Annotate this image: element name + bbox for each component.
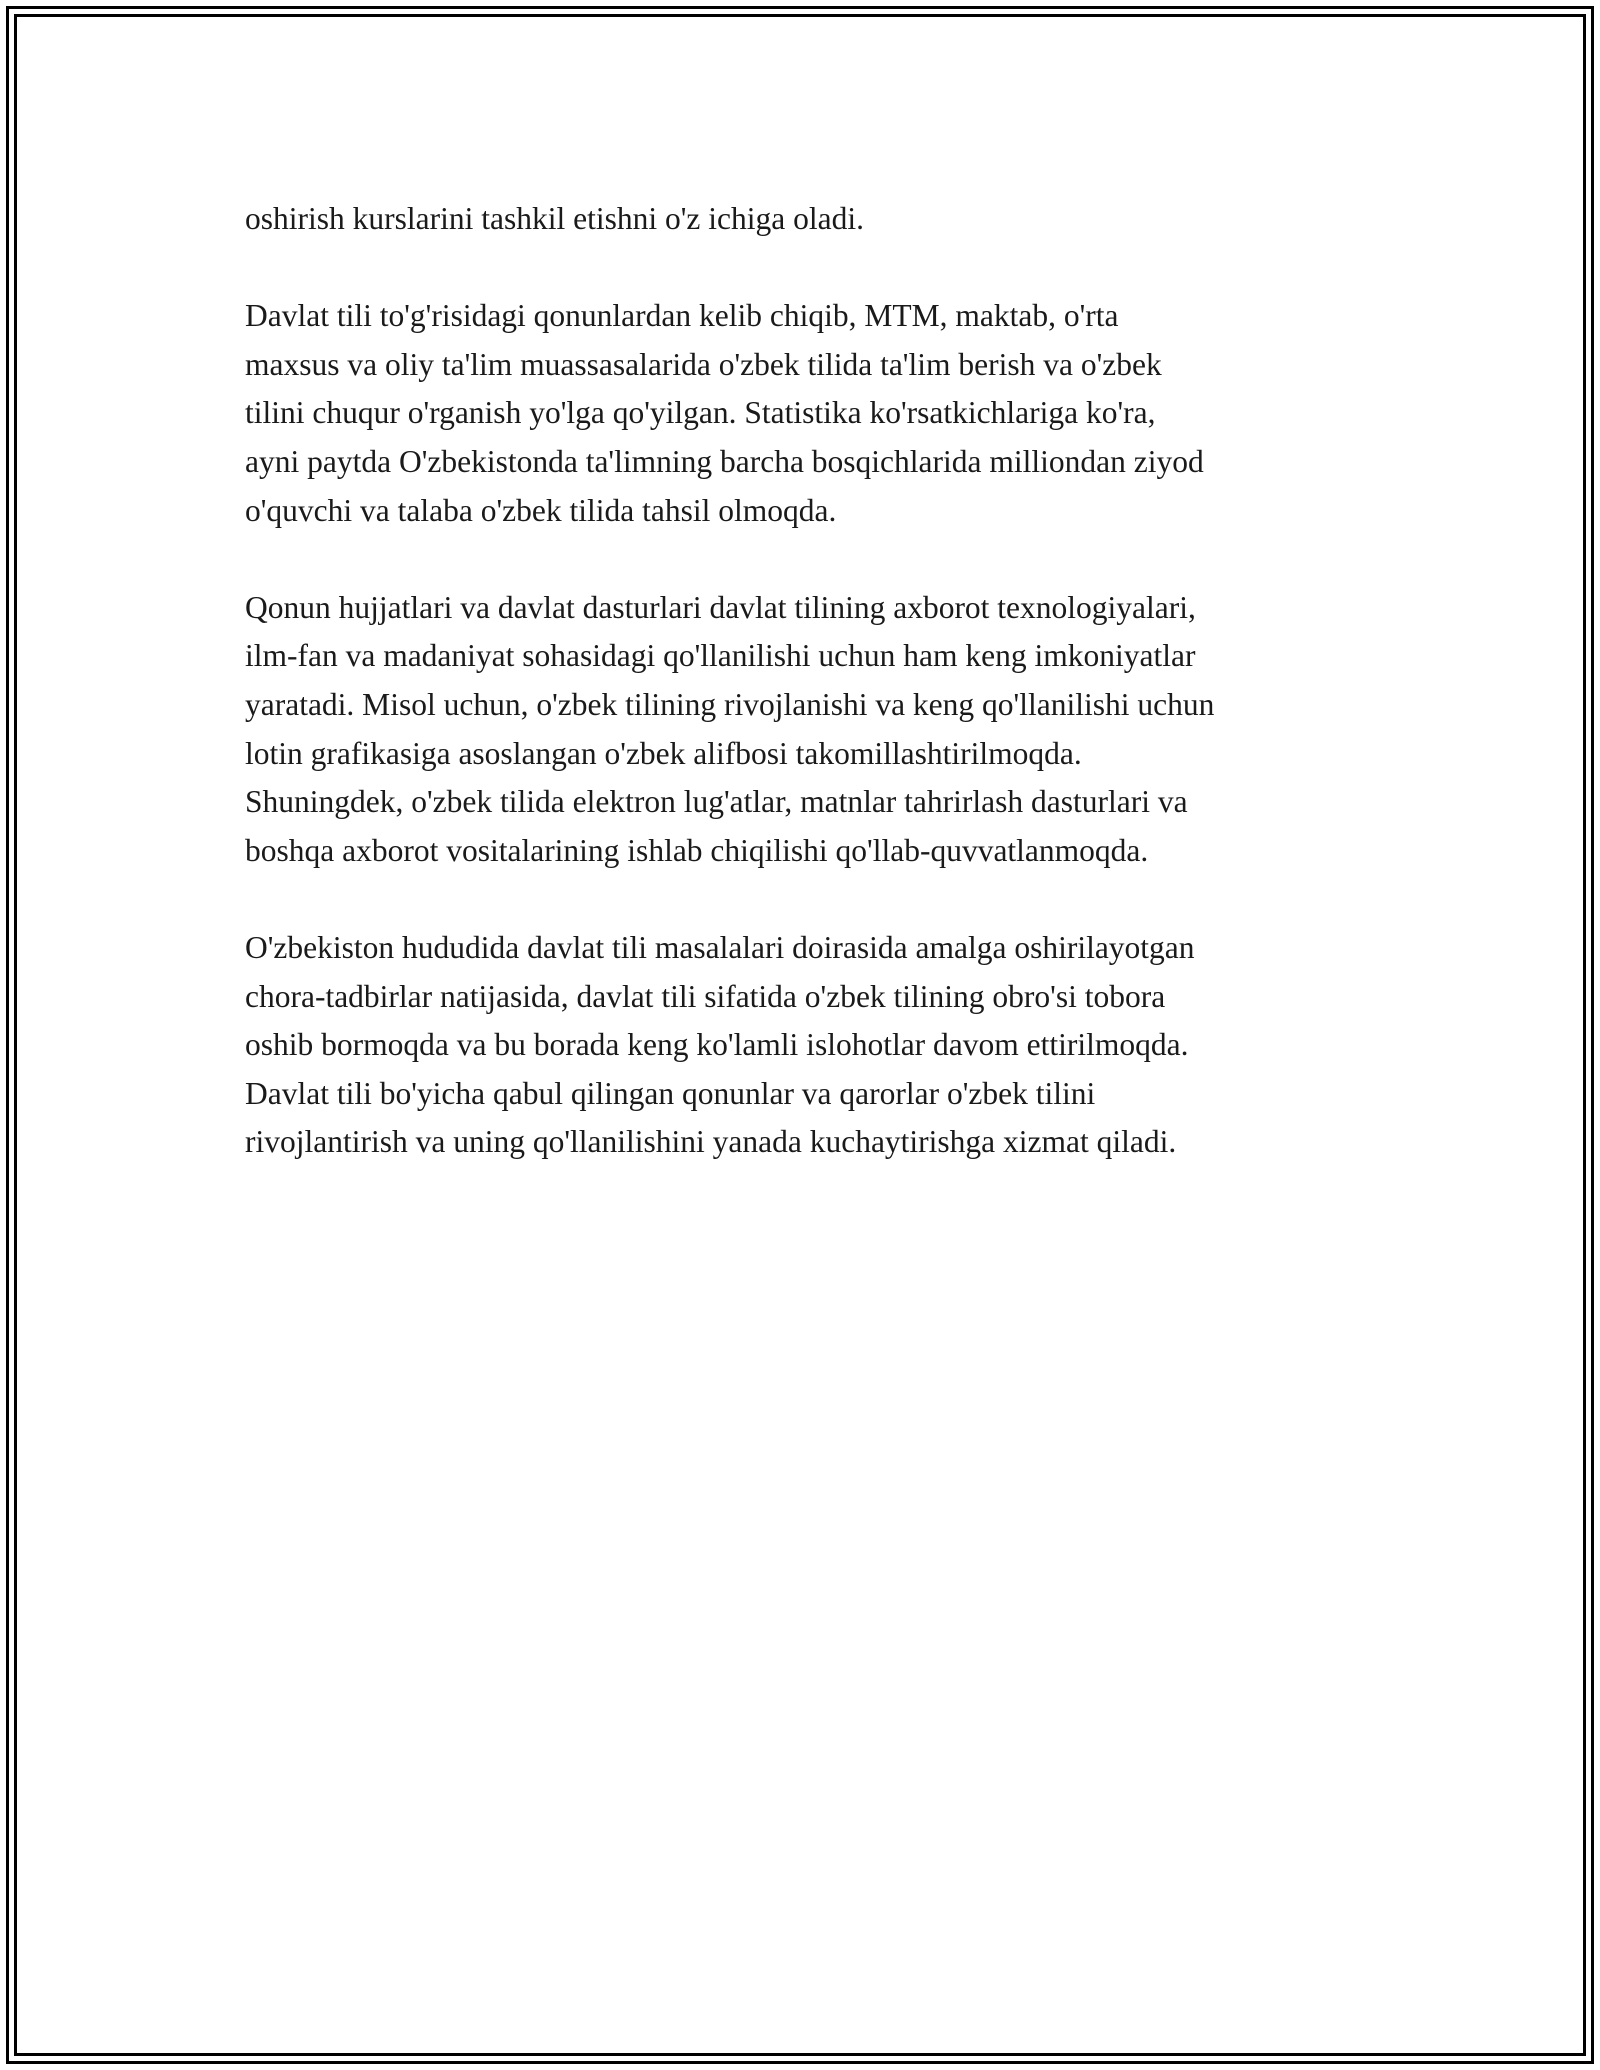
- page-border-outer: [6, 6, 1594, 2064]
- text-line: O'zbekiston hududida davlat tili masalalari doirasida amalga oshirilayotgan: [245, 929, 1195, 965]
- paragraph-3: [245, 584, 1425, 876]
- text-line: boshqa axborot vositalarining ishlab chiqilishi qo'llab-quvvatlanmoqda.: [245, 832, 1149, 868]
- document-body: [245, 195, 1425, 1215]
- text-line: ayni paytda O'zbekistonda ta'limning barcha bosqichlarida milliondan ziyod: [245, 443, 1204, 479]
- text-line: o'quvchi va talaba o'zbek tilida tahsil olmoqda.: [245, 492, 837, 528]
- text-line: yaratadi. Misol uchun, o'zbek tilining rivojlanishi va keng qo'llanilishi uchun: [245, 686, 1215, 722]
- paragraph-1: [245, 195, 1425, 244]
- text-line: oshib bormoqda va bu borada keng ko'lamli islohotlar davom ettirilmoqda.: [245, 1027, 1189, 1063]
- paragraph-2: [245, 292, 1425, 535]
- text-line: Davlat tili bo'yicha qabul qilingan qonunlar va qarorlar o'zbek tilini: [245, 1075, 1096, 1111]
- text-line: tilini chuqur o'rganish yo'lga qo'yilgan. Statistika ko'rsatkichlariga ko'ra,: [245, 395, 1156, 431]
- text-line: maxsus va oliy ta'lim muassasalarida o'zbek tilida ta'lim berish va o'zbek: [245, 346, 1162, 382]
- text-line: lotin grafikasiga asoslangan o'zbek alifbosi takomillashtirilmoqda.: [245, 735, 1082, 771]
- text-line: rivojlantirish va uning qo'llanilishini yanada kuchaytirishga xizmat qiladi.: [245, 1124, 1177, 1160]
- text-line: Davlat tili to'g'risidagi qonunlardan kelib chiqib, MTM, maktab, o'rta: [245, 298, 1119, 334]
- text-line: ilm-fan va madaniyat sohasidagi qo'llanilishi uchun ham keng imkoniyatlar: [245, 638, 1196, 674]
- text-line: Shuningdek, o'zbek tilida elektron lug'atlar, matnlar tahrirlash dasturlari va: [245, 784, 1188, 820]
- text-line: chora-tadbirlar natijasida, davlat tili sifatida o'zbek tilining obro'si tobora: [245, 978, 1166, 1014]
- text-line: oshirish kurslarini tashkil etishni o'z ichiga oladi.: [245, 201, 864, 236]
- paragraph-4: [245, 924, 1425, 1167]
- text-line: Qonun hujjatlari va davlat dasturlari davlat tilining axborot texnologiyalari,: [245, 589, 1196, 625]
